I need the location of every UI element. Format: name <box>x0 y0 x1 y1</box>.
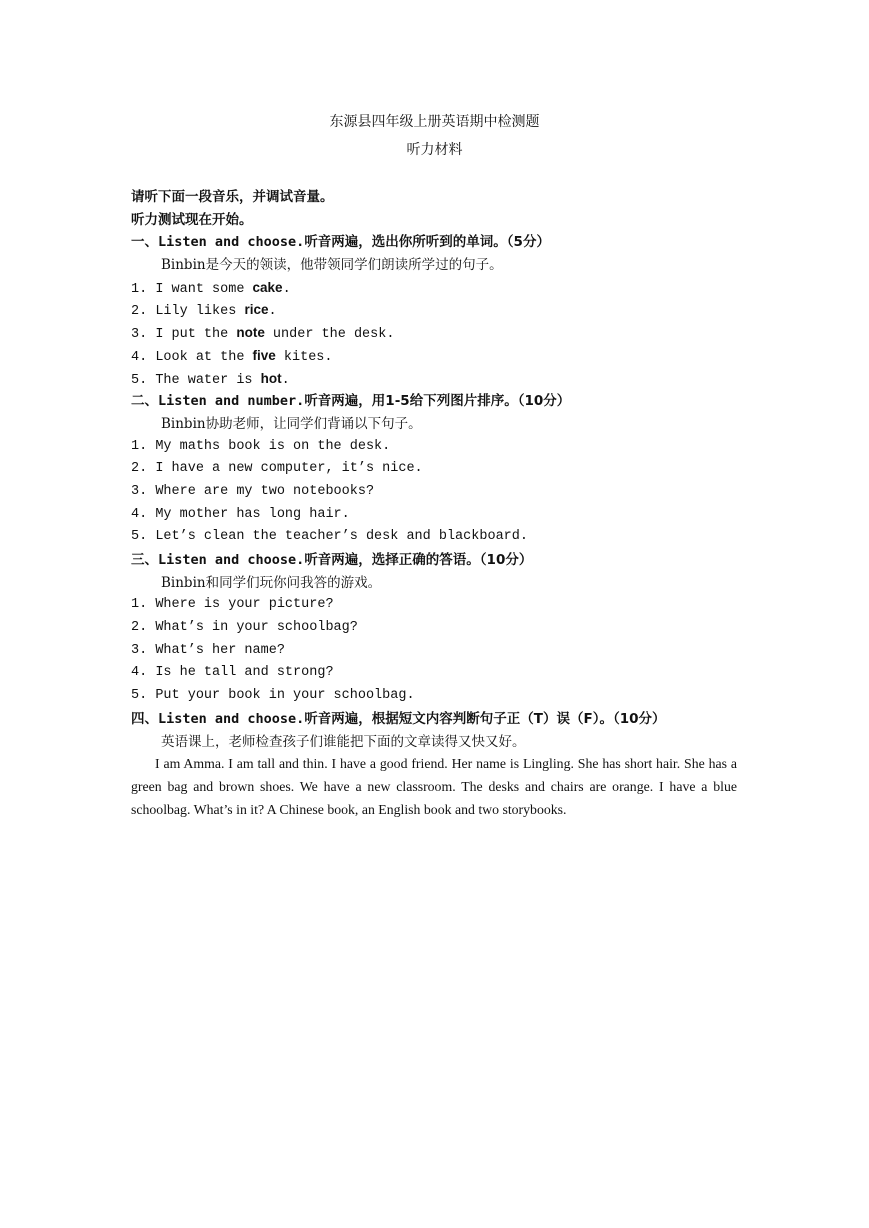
page-title: 东源县四年级上册英语期中检测题 <box>329 114 540 130</box>
list-item: 5. Put your book in your schoolbag. <box>131 688 415 704</box>
list-item: 3. What’s her name? <box>131 642 285 658</box>
list-item: 1. My maths book is on the desk. <box>131 438 391 454</box>
list-item: 1. I want some cake. <box>131 279 291 297</box>
section-heading: 三、Listen and choose.听音两遍，选择正确的答语。（10分） <box>131 552 533 568</box>
intro-line: 请听下面一段音乐，并调试音量。 <box>131 189 334 205</box>
section-heading: 一、Listen and choose.听音两遍，选出你所听到的单词。（5分） <box>131 234 550 251</box>
section-note: 英语课上，老师检查孩子们谁能把下面的文章读得又快又好。 <box>161 733 526 750</box>
reading-passage: I am Amma. I am tall and thin. I have a good friend. Her name is Lingling. She has short hair. She has a green bag and brown shoes. We have a new classroom. The desks and chairs are orange. I have a blue schoolbag. What’s in it? A Chinese book, an English book and two storybooks. <box>131 756 737 817</box>
list-item: 2. I have a new computer, it’s nice. <box>131 461 423 477</box>
section-note: Binbin和同学们玩你问我答的游戏。 <box>161 574 382 591</box>
page-subtitle: 听力材料 <box>406 142 463 158</box>
list-item: 4. Look at the five kites. <box>131 347 333 365</box>
document-body <box>131 186 741 835</box>
intro-line: 听力测试现在开始。 <box>131 211 253 228</box>
list-item: 5. Let’s clean the teacher’s desk and blackboard. <box>131 529 528 545</box>
list-item: 3. Where are my two notebooks? <box>131 483 375 499</box>
list-item: 4. My mother has long hair. <box>131 506 350 522</box>
section-note: Binbin是今天的领读，他带领同学们朗读所学过的句子。 <box>161 257 503 274</box>
list-item: 2. Lily likes rice. <box>131 302 277 320</box>
list-item: 1. Where is your picture? <box>131 597 334 613</box>
section-heading: 四、Listen and choose.听音两遍，根据短文内容判断句子正（T）误（F）。（10分） <box>131 710 666 727</box>
list-item: 3. I put the note under the desk. <box>131 325 395 343</box>
list-item: 4. Is he tall and strong? <box>131 665 334 681</box>
section-heading: 二、Listen and number.听音两遍，用1-5给下列图片排序。（10分） <box>131 393 571 410</box>
list-item: 2. What’s in your schoolbag? <box>131 620 358 636</box>
list-item: 5. The water is hot. <box>131 370 290 388</box>
section-note: Binbin协助老师，让同学们背诵以下句子。 <box>161 415 422 432</box>
